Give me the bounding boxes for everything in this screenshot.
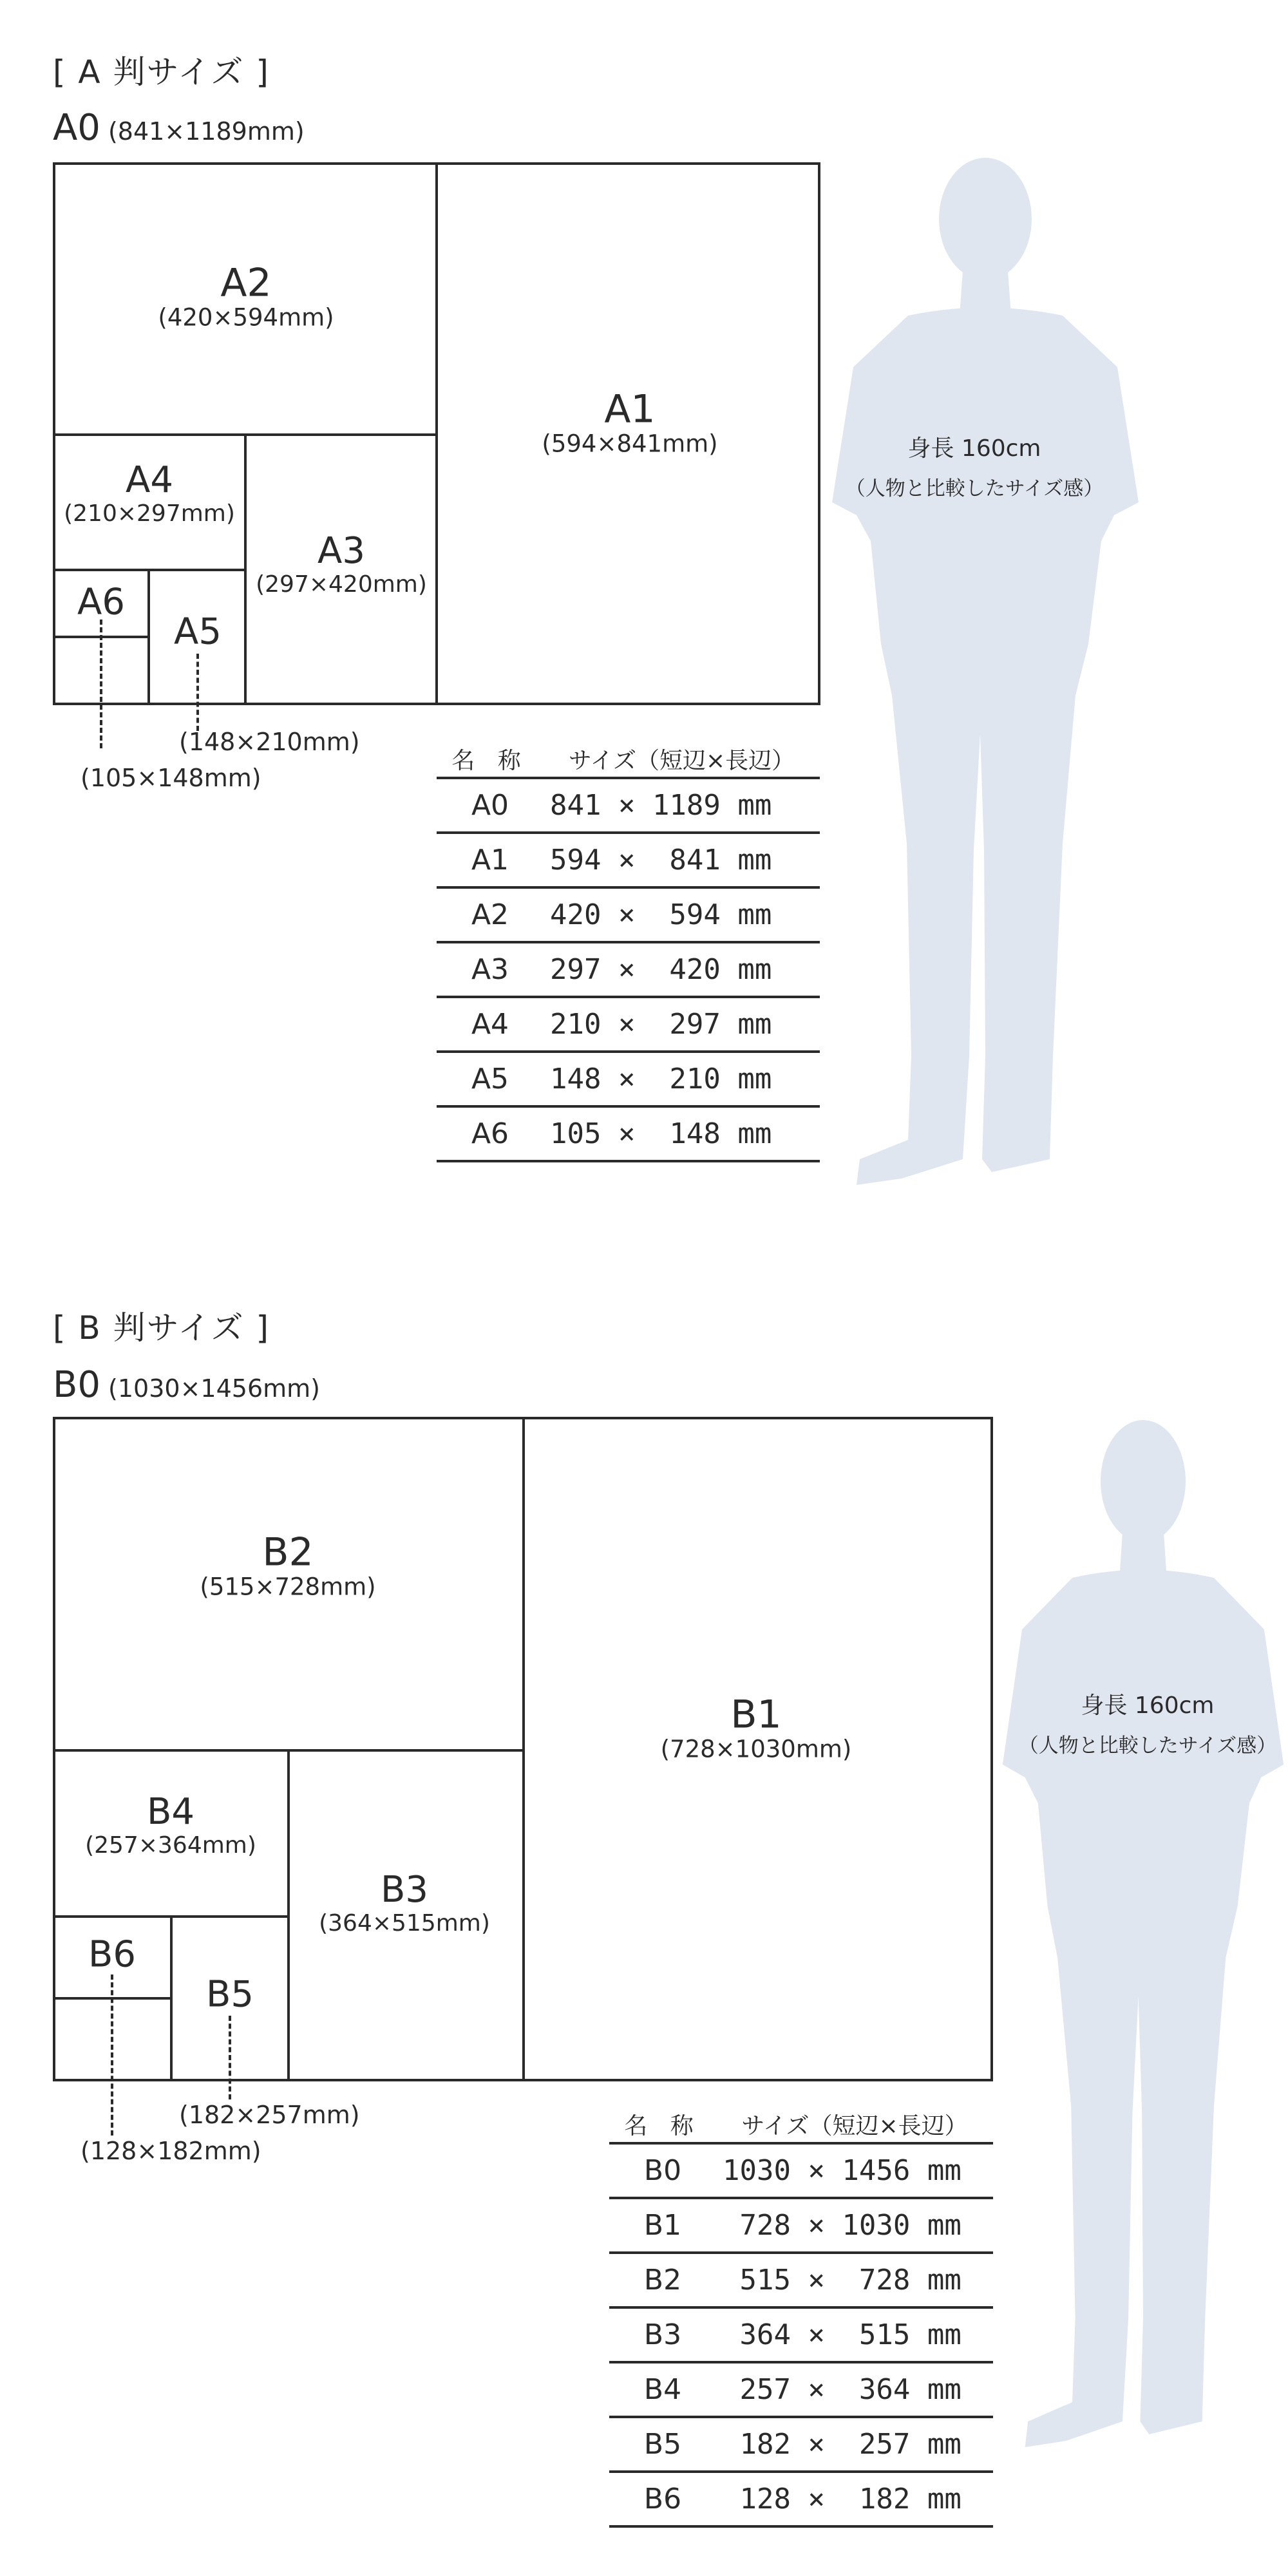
b4-dims: (257×364mm) xyxy=(85,1832,256,1859)
a6-callout: (105×148mm) xyxy=(80,764,261,792)
a3-dims: (297×420mm) xyxy=(256,571,427,598)
row-size: 257 × 364 mm xyxy=(723,2373,961,2406)
b3-dims: (364×515mm) xyxy=(319,1909,490,1937)
person-label-b xyxy=(1019,1687,1277,1758)
row-size: 297 × 420 mm xyxy=(550,953,772,986)
b6-leader-line xyxy=(111,1975,113,2136)
b6-callout: (128×182mm) xyxy=(80,2137,261,2165)
table-row xyxy=(609,2145,993,2199)
row-name: B4 xyxy=(643,2373,682,2406)
table-row xyxy=(437,889,820,943)
b-table-header xyxy=(609,2106,993,2145)
a-header-size: サイズ（短辺×長辺） xyxy=(568,747,795,774)
row-name: A2 xyxy=(471,898,509,931)
table-row xyxy=(437,1053,820,1108)
b3-label xyxy=(319,1871,490,1937)
b5-callout: (182×257mm) xyxy=(179,2101,360,2129)
row-size: 594 × 841 mm xyxy=(550,844,772,876)
b4-name: B4 xyxy=(146,1791,195,1833)
row-size: 1030 × 1456 mm xyxy=(723,2154,961,2187)
person-height-a: 身長 160cm xyxy=(907,435,1041,462)
a-header-name: 名 称 xyxy=(451,747,529,774)
person-note-b: （人物と比較したサイズ感） xyxy=(1018,1734,1277,1757)
table-row xyxy=(609,2309,993,2363)
a5-name: A5 xyxy=(174,611,222,653)
a3-name: A3 xyxy=(317,530,365,573)
a5-leader-line xyxy=(196,654,199,731)
a5-callout: (148×210mm) xyxy=(179,728,360,756)
row-size: 210 × 297 mm xyxy=(550,1008,772,1041)
b5-name: B5 xyxy=(205,1973,254,2016)
row-size: 105 × 148 mm xyxy=(550,1117,772,1150)
row-name: A6 xyxy=(471,1117,509,1150)
b-header-size: サイズ（短辺×長辺） xyxy=(741,2112,968,2139)
a-size-table xyxy=(437,741,820,1162)
row-name: A3 xyxy=(471,953,509,986)
table-row xyxy=(437,779,820,834)
a0-heading xyxy=(53,107,305,149)
row-size: 128 × 182 mm xyxy=(723,2483,961,2515)
row-size: 420 × 594 mm xyxy=(550,898,772,931)
person-note-a: （人物と比較したサイズ感） xyxy=(845,477,1104,500)
a-table-header xyxy=(437,741,820,779)
a1-name: A1 xyxy=(604,386,656,432)
b3-name: B3 xyxy=(380,1869,429,1911)
person-silhouette-b-icon xyxy=(1001,1417,1285,2460)
a0-heading-dims: (841×1189mm) xyxy=(108,117,305,146)
row-size: 728 × 1030 mm xyxy=(723,2209,961,2242)
b-header-name: 名 称 xyxy=(624,2112,701,2139)
b2-name: B2 xyxy=(262,1530,314,1575)
table-row xyxy=(609,2473,993,2528)
table-row xyxy=(609,2199,993,2254)
person-height-b: 身長 160cm xyxy=(1081,1692,1215,1719)
row-name: A0 xyxy=(471,789,509,822)
table-row xyxy=(437,834,820,889)
b0-heading-name: B0 xyxy=(53,1364,101,1406)
row-size: 148 × 210 mm xyxy=(550,1063,772,1095)
row-name: B5 xyxy=(643,2428,682,2461)
b1-label xyxy=(661,1694,852,1763)
row-name: B1 xyxy=(643,2209,682,2242)
b0-sheet xyxy=(53,1417,993,2081)
a6-label xyxy=(77,581,125,623)
row-name: A4 xyxy=(471,1008,509,1041)
a4-dims: (210×297mm) xyxy=(64,500,235,527)
a4-label xyxy=(64,459,235,527)
b2-label xyxy=(200,1532,375,1601)
table-row xyxy=(437,1108,820,1162)
b0-heading xyxy=(53,1364,320,1406)
b-size-table xyxy=(609,2106,993,2528)
a5-label xyxy=(174,611,222,653)
a0-heading-name: A0 xyxy=(53,107,100,149)
b-series-title: [ B 判サイズ ] xyxy=(53,1309,270,1347)
a2-name: A2 xyxy=(220,260,272,306)
b0-heading-dims: (1030×1456mm) xyxy=(108,1374,320,1403)
b4-label xyxy=(85,1791,256,1859)
b1-name: B1 xyxy=(730,1692,782,1738)
row-size: 841 × 1189 mm xyxy=(550,789,772,822)
row-name: B3 xyxy=(643,2318,682,2351)
row-size: 364 × 515 mm xyxy=(723,2318,961,2351)
row-name: B6 xyxy=(643,2483,682,2515)
b5-label xyxy=(205,1973,254,2016)
a2-label xyxy=(158,260,334,332)
b1-dims: (728×1030mm) xyxy=(660,1735,852,1763)
table-row xyxy=(609,2418,993,2473)
row-name: A5 xyxy=(471,1063,509,1095)
table-row xyxy=(437,943,820,998)
b6-name: B6 xyxy=(88,1933,137,1976)
row-size: 515 × 728 mm xyxy=(723,2264,961,2297)
table-row xyxy=(437,998,820,1053)
a1-label xyxy=(542,386,718,458)
row-name: B2 xyxy=(643,2264,682,2297)
b6-label xyxy=(88,1933,137,1976)
person-silhouette-a-icon xyxy=(831,155,1140,1198)
row-name: A1 xyxy=(471,844,509,876)
a4-name: A4 xyxy=(126,459,173,502)
person-label-a xyxy=(846,430,1104,501)
row-name: B0 xyxy=(643,2154,682,2187)
b2-dims: (515×728mm) xyxy=(200,1573,376,1601)
a6-leader-line xyxy=(100,620,102,748)
table-row xyxy=(609,2254,993,2309)
a6-name: A6 xyxy=(77,581,125,623)
a2-dims: (420×594mm) xyxy=(158,303,334,332)
a-series-title: [ A 判サイズ ] xyxy=(53,53,270,91)
table-row xyxy=(609,2363,993,2418)
b5-leader-line xyxy=(229,2016,231,2099)
row-size: 182 × 257 mm xyxy=(723,2428,961,2461)
a1-dims: (594×841mm) xyxy=(542,430,718,458)
a3-label xyxy=(256,530,427,598)
